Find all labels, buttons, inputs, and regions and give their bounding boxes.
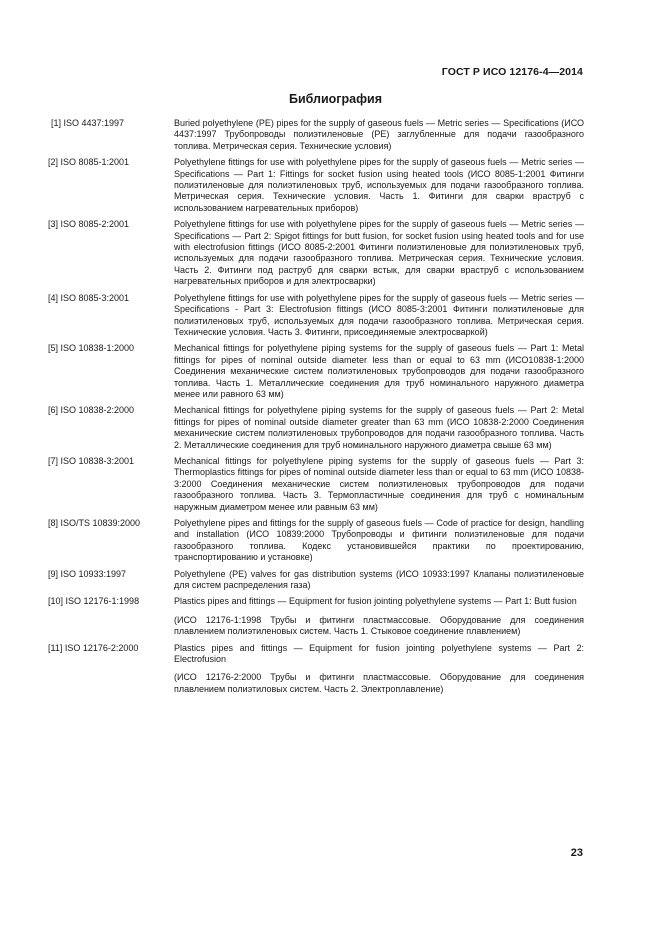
entry-text: Mechanical fittings for polyethylene piping systems for the supply of gaseous fuels — Part 1: Metal fittings for pipes of nominal outside diameter less than or equal to 63 mm (ИСО10838-1:2000 Соединения механические систем полиэтиленовых трубопроводов для подачи газообразного топлива. Часть 1. Металлические соединения для труб номинального наружного диаметра менее или равного 63 мм) <box>174 343 584 399</box>
entry-reference: [4] ISO 8085-3:2001 <box>48 292 130 303</box>
entry-reference: [11] ISO 12176-2:2000 <box>48 642 139 653</box>
bibliography-entry <box>48 518 584 564</box>
entry-reference: [3] ISO 8085-2:2001 <box>48 219 130 230</box>
entry-text: Mechanical fittings for polyethylene piping systems for the supply of gaseous fuels — Part 3: Thermoplastics fittings for pipes of nominal outside diameter less than or equal to 63 mm (ИСО 10838-3:2000 Соединения механические систем полиэтиленовых трубопроводов для подачи газообразного топлива. Часть 3. Термопластичные соединения для труб с номинальным наружным диаметром менее или равным 63 мм) <box>174 455 584 512</box>
entry-reference: [9] ISO 10933:1997 <box>48 568 127 579</box>
entry-text-translation: (ИСО 12176-1:1998 Трубы и фитинги пластмассовые. Оборудование для соединения плавлением полиэтиленовых систем. Часть 1. Стыковое соединение плавлением) <box>174 614 584 637</box>
entry-reference: [6] ISO 10838-2:2000 <box>48 405 135 416</box>
bibliography-entry <box>48 596 584 637</box>
entry-reference: [5] ISO 10838-1:2000 <box>48 343 135 354</box>
entry-body <box>174 518 584 564</box>
bibliography-entry <box>48 219 584 287</box>
entry-body <box>174 157 584 214</box>
entry-reference: [2] ISO 8085-1:2001 <box>48 157 130 168</box>
entry-body <box>174 405 584 451</box>
entry-body <box>174 596 584 637</box>
entry-text: Polyethylene pipes and fittings for the supply of gaseous fuels — Code of practice for design, handling and installation (ИСО 10839:2000 Трубопроводы и фитинги полиэтиленовые для подачи газообразного топлива. Кодекс установившейся практики по проектированию, транспортированию и установке) <box>174 518 584 563</box>
bibliography-entry <box>48 343 584 400</box>
entry-body <box>174 456 584 513</box>
page-number: 23 <box>570 847 583 859</box>
page-title: Библиография <box>288 92 383 106</box>
entry-text: Polyethylene fittings for use with polyethylene pipes for the supply of gaseous fuels — Metric series — Specifications — Part 1: Fittings for socket fusion using heated tools (ИСО 8085-1:2001 Фитинги полиэтиленовые для полиэтиленовых труб, используемых для подачи газообразного топлива. Метрическая серия. Технические условия. Часть 1. Фитинги для сварки враструб с использованием нагревательных приборов) <box>174 157 584 213</box>
entry-reference: [1] ISO 4437:1997 <box>51 118 125 128</box>
entry-text: Polyethylene (PE) valves for gas distribution systems (ИСО 10933:1997 Клапаны полиэтиленовые для систем распределения газа) <box>174 568 584 591</box>
bibliography-entry <box>48 293 584 339</box>
entry-text-translation: (ИСО 12176-2:2000 Трубы и фитинги пластмассовые. Оборудование для соединения плавлением полиэтиловых систем. Часть 2. Электроплавление) <box>174 672 584 694</box>
bibliography-entry <box>48 405 584 451</box>
bibliography-entry <box>48 157 584 214</box>
standard-header: ГОСТ Р ИСО 12176-4—2014 <box>441 66 583 78</box>
entry-text: Buried polyethylene (PE) pipes for the supply of gaseous fuels — Metric series — Specifications (ИСО 4437:1997 Трубопроводы полиэтиленовые (РЕ) заглубленные для подачи газообразного топлива. Метрическая серия. Технические условия) <box>174 118 584 151</box>
entry-body <box>174 643 584 696</box>
entry-text: Mechanical fittings for polyethylene piping systems for the supply of gaseous fuels — Part 2: Metal fittings for pipes of nominal outside diameter greater than 63 mm (ИСО 10838-2:2000 Соединения механические систем полиэтиленовых трубопроводов для подачи газообразного топлива. Часть 2. Металлические соединения для труб номинального наружного диаметра свыше 63 мм) <box>174 405 584 450</box>
entry-text: Plastics pipes and fittings — Equipment for fusion jointing polyethylene systems — Part 1: Butt fusion <box>174 596 577 607</box>
bibliography-entry <box>48 118 584 152</box>
entry-reference: [7] ISO 10838-3:2001 <box>48 455 135 466</box>
entry-text: Polyethylene fittings for use with polyethylene pipes for the supply of gaseous fuels — Metric series — Specifications — Part 2: Spigot fittings for butt fusion, for socket fusion using heated tools and for use with electrofusion fittings (ИСО 8085-2:2001 Фитинги полиэтиленовые для полиэтиленовых труб, используемых для подачи газообразного топлива. Метрическая серия. Технические условия. Часть 2. Фитинги под раструб для сварки встык, для сварки враструб с использованием нагревательных приборов и для электросварки) <box>174 219 584 287</box>
entry-body <box>174 219 584 287</box>
bibliography-entry <box>48 643 584 696</box>
entry-reference: [10] ISO 12176-1:1998 <box>48 596 140 607</box>
bibliography-entry <box>48 569 584 592</box>
bibliography-entry <box>48 456 584 513</box>
entry-text: Polyethylene fittings for use with polyethylene pipes for the supply of gaseous fuels — Metric series — Specifications - Part 3: Electrofusion fittings (ИСО 8085-3:2001 Фитинги полиэтиленовые для полиэтиленовых труб, используемых для подачи газообразного топлива. Метрическая серия. Технические условия. Часть 3. Фитинги, присоединяемые электросваркой) <box>174 292 584 337</box>
entry-text: Plastics pipes and fittings — Equipment for fusion jointing polyethylene systems — Part 2: Electrofusion <box>174 642 584 665</box>
entry-reference: [8] ISO/TS 10839:2000 <box>48 518 141 528</box>
entry-body <box>174 293 584 339</box>
entry-body <box>174 569 584 592</box>
entry-body <box>174 118 584 152</box>
bibliography-list <box>48 118 584 700</box>
entry-body <box>174 343 584 400</box>
